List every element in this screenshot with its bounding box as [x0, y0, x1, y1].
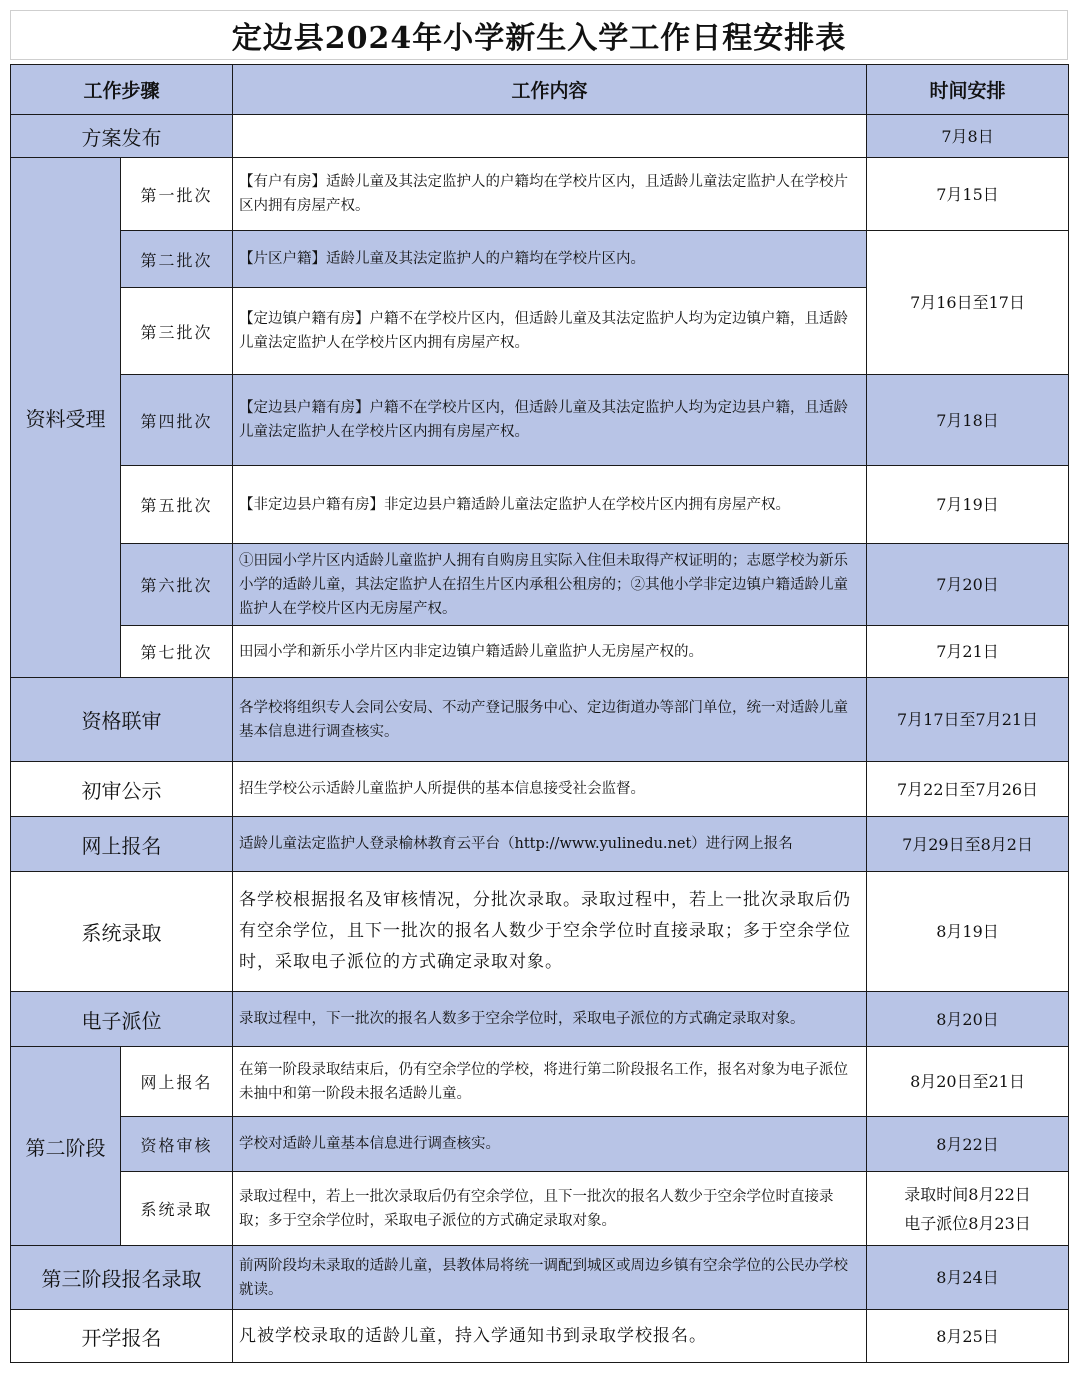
batch-label: 第二批次: [121, 231, 233, 288]
time-cell: 7月21日: [867, 626, 1069, 678]
step-cell: 方案发布: [11, 115, 233, 158]
batch-label: 第五批次: [121, 466, 233, 544]
time-cell: [867, 1172, 1069, 1246]
time-cell: 7月17日至7月21日: [867, 678, 1069, 762]
table-row: [11, 1246, 1069, 1310]
header-time: 时间安排: [867, 65, 1069, 115]
table-row: [11, 375, 1069, 466]
time-line: 电子派位8月23日: [904, 1213, 1031, 1233]
time-cell: 8月19日: [867, 872, 1069, 992]
table-row: [11, 115, 1069, 158]
time-cell: 8月25日: [867, 1310, 1069, 1363]
table-row: [11, 1172, 1069, 1246]
table-row: [11, 626, 1069, 678]
time-cell: 8月20日: [867, 992, 1069, 1047]
content-cell: 【非定边县户籍有房】非定边县户籍适龄儿童法定监护人在学校片区内拥有房屋产权。: [233, 466, 867, 544]
content-cell: 录取过程中，若上一批次录取后仍有空余学位，且下一批次的报名人数少于空余学位时直接录取；多于空余学位时，采取电子派位的方式确定录取对象。: [233, 1172, 867, 1246]
table-row: [11, 231, 1069, 288]
step-cell: 第二阶段: [11, 1047, 121, 1246]
step-cell: 电子派位: [11, 992, 233, 1047]
time-cell: 8月22日: [867, 1117, 1069, 1172]
batch-label: 第三批次: [121, 288, 233, 375]
step-cell: 资料受理: [11, 158, 121, 678]
time-cell: 7月16日至17日: [867, 231, 1069, 375]
sub-step-label: 网上报名: [121, 1047, 233, 1117]
table-header-row: [11, 65, 1069, 115]
table-row: [11, 1117, 1069, 1172]
table-row: [11, 466, 1069, 544]
time-cell: 7月22日至7月26日: [867, 762, 1069, 817]
content-cell: 凡被学校录取的适龄儿童，持入学通知书到录取学校报名。: [233, 1310, 867, 1363]
batch-label: 第七批次: [121, 626, 233, 678]
table-row: [11, 762, 1069, 817]
time-cell: 8月20日至21日: [867, 1047, 1069, 1117]
content-cell: 【有户有房】适龄儿童及其法定监护人的户籍均在学校片区内，且适龄儿童法定监护人在学校片区内拥有房屋产权。: [233, 158, 867, 231]
table-row: [11, 544, 1069, 626]
time-cell: 7月20日: [867, 544, 1069, 626]
batch-label: 第六批次: [121, 544, 233, 626]
time-cell: 7月15日: [867, 158, 1069, 231]
page-title: 定边县2024年小学新生入学工作日程安排表: [10, 10, 1068, 60]
batch-label: 第一批次: [121, 158, 233, 231]
time-cell: 7月19日: [867, 466, 1069, 544]
content-cell: 录取过程中，下一批次的报名人数多于空余学位时，采取电子派位的方式确定录取对象。: [233, 992, 867, 1047]
header-step: 工作步骤: [11, 65, 233, 115]
table-row: [11, 1047, 1069, 1117]
content-cell: 各学校根据报名及审核情况，分批次录取。录取过程中，若上一批次录取后仍有空余学位，且下一批次的报名人数少于空余学位时直接录取；多于空余学位时，采取电子派位的方式确定录取对象。: [233, 872, 867, 992]
table-row: [11, 158, 1069, 231]
content-cell: 学校对适龄儿童基本信息进行调查核实。: [233, 1117, 867, 1172]
table-row: [11, 992, 1069, 1047]
content-cell: 招生学校公示适龄儿童监护人所提供的基本信息接受社会监督。: [233, 762, 867, 817]
content-cell: 【定边镇户籍有房】户籍不在学校片区内，但适龄儿童及其法定监护人均为定边镇户籍，且适龄儿童法定监护人在学校片区内拥有房屋产权。: [233, 288, 867, 375]
table-row: [11, 678, 1069, 762]
sub-step-label: 系统录取: [121, 1172, 233, 1246]
time-cell: 8月24日: [867, 1246, 1069, 1310]
time-cell: 7月18日: [867, 375, 1069, 466]
content-cell: 田园小学和新乐小学片区内非定边镇户籍适龄儿童监护人无房屋产权的。: [233, 626, 867, 678]
batch-label: 第四批次: [121, 375, 233, 466]
table-row: [11, 817, 1069, 872]
sub-step-label: 资格审核: [121, 1117, 233, 1172]
content-cell: 在第一阶段录取结束后，仍有空余学位的学校，将进行第二阶段报名工作，报名对象为电子派位未抽中和第一阶段未报名适龄儿童。: [233, 1047, 867, 1117]
content-cell: [233, 115, 867, 158]
schedule-table: [10, 64, 1069, 1363]
content-cell: 前两阶段均未录取的适龄儿童，县教体局将统一调配到城区或周边乡镇有空余学位的公民办学校就读。: [233, 1246, 867, 1310]
time-cell: 7月29日至8月2日: [867, 817, 1069, 872]
content-cell: 各学校将组织专人会同公安局、不动产登记服务中心、定边街道办等部门单位，统一对适龄儿童基本信息进行调查核实。: [233, 678, 867, 762]
content-cell: 【定边县户籍有房】户籍不在学校片区内，但适龄儿童及其法定监护人均为定边县户籍，且适龄儿童法定监护人在学校片区内拥有房屋产权。: [233, 375, 867, 466]
content-cell: ①田园小学片区内适龄儿童监护人拥有自购房且实际入住但未取得产权证明的；志愿学校为新乐小学的适龄儿童，其法定监护人在招生片区内承租公租房的；②其他小学非定边镇户籍适龄儿童监护人在学校片区内无房屋产权。: [233, 544, 867, 626]
step-cell: 系统录取: [11, 872, 233, 992]
step-cell: 资格联审: [11, 678, 233, 762]
table-row: [11, 872, 1069, 992]
time-line: 录取时间8月22日: [904, 1184, 1031, 1204]
step-cell: 开学报名: [11, 1310, 233, 1363]
content-cell: 【片区户籍】适龄儿童及其法定监护人的户籍均在学校片区内。: [233, 231, 867, 288]
step-cell: 初审公示: [11, 762, 233, 817]
table-row: [11, 1310, 1069, 1363]
header-content: 工作内容: [233, 65, 867, 115]
step-cell: 第三阶段报名录取: [11, 1246, 233, 1310]
content-cell: 适龄儿童法定监护人登录榆林教育云平台（http://www.yulinedu.net）进行网上报名: [233, 817, 867, 872]
step-cell: 网上报名: [11, 817, 233, 872]
time-cell: 7月8日: [867, 115, 1069, 158]
